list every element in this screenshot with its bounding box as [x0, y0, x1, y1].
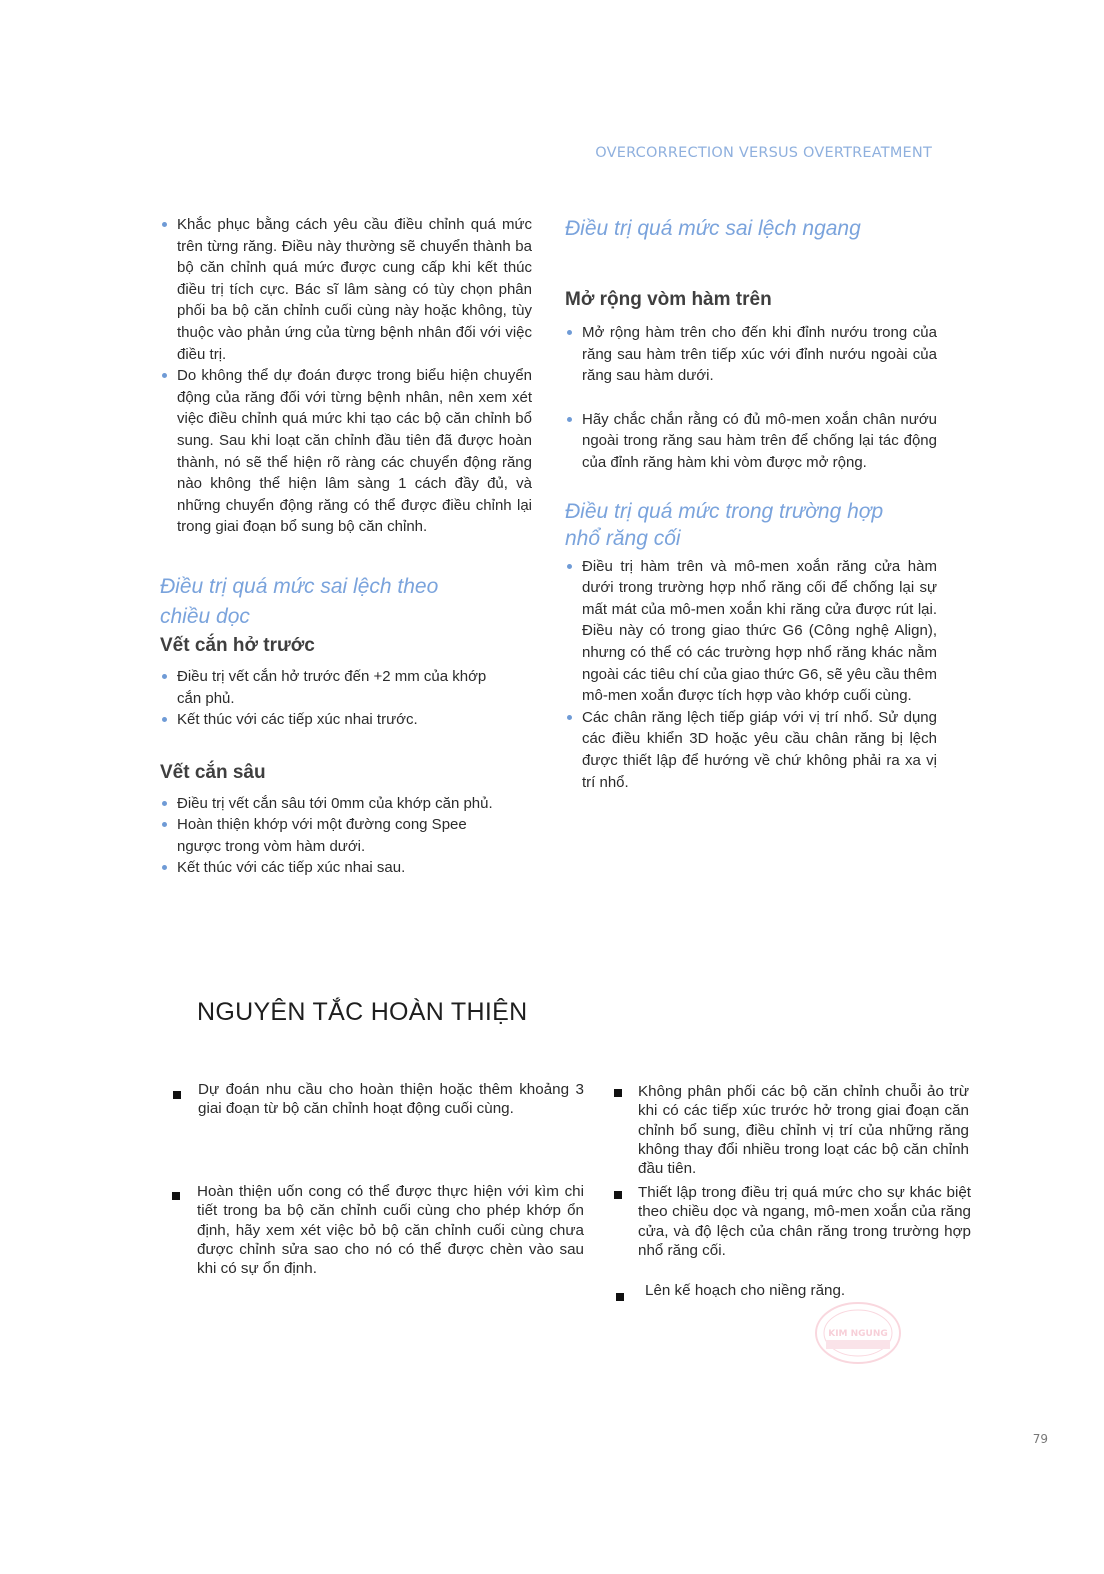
finishing-item-2-text: Hoàn thiện uốn cong có thể được thực hiện với kìm chi tiết trong ba bộ căn chỉnh cuối cùng cho phép khớp ổn định, hãy xem xét việc bỏ bộ căn chỉnh cuối cùng chưa được chỉnh sửa sao cho nó có thể được chèn vào sau khi có sự ổn định.	[197, 1183, 584, 1278]
watermark-stamp-icon	[812, 1300, 904, 1366]
deep-bite-bullet-3: Kết thúc với các tiếp xúc nhai sau.	[160, 857, 512, 879]
finishing-principles-title: NGUYÊN TẮC HOÀN THIỆN	[197, 998, 528, 1026]
finishing-item-5	[645, 1281, 945, 1300]
arch-expansion-heading: Mở rộng vòm hàm trên	[565, 289, 772, 310]
intro-bullet-2: Do không thể dự đoán được trong biểu hiện chuyển động của răng đối với từng bệnh nhân, nên xem xét việc điều chỉnh quá mức khi tạo các bộ căn chỉnh bổ sung. Sau khi loạt căn chỉnh đầu tiên đã được hoàn thành, nó sẽ thể hiện rõ ràng các chuyển động răng nào không thể hiện lâm sàng 1 cách đầy đủ, và những chuyển động răng có thể được điều chỉnh lại trong giai đoạn bổ sung bộ căn chỉnh.	[160, 365, 532, 538]
horizontal-overtreatment-heading: Điều trị quá mức sai lệch ngang	[565, 217, 861, 240]
right-column	[565, 214, 937, 793]
extraction-overtreatment-heading: Điều trị quá mức trong trường hợp nhổ răng cối	[565, 499, 884, 550]
finishing-item-1-text: Dự đoán nhu cầu cho hoàn thiện hoặc thêm khoảng 3 giai đoạn từ bộ căn chỉnh hoạt động cuối cùng.	[198, 1081, 584, 1118]
square-bullet-icon	[614, 1089, 622, 1097]
extraction-bullet-list	[565, 556, 937, 794]
square-bullet-icon	[172, 1192, 180, 1200]
finishing-item-5-text: Lên kế hoạch cho niềng răng.	[645, 1282, 846, 1299]
deep-bite-heading: Vết cắn sâu	[160, 761, 266, 783]
finishing-item-3	[638, 1082, 969, 1178]
arch-expansion-bullet-2: Hãy chắc chắn rằng có đủ mô-men xoắn chân nướu ngoài trong răng sau hàm trên để chống lại tác động của đỉnh răng hàm khi vòm được mở rộng.	[565, 409, 937, 474]
open-bite-bullet-2: Kết thúc với các tiếp xúc nhai trước.	[160, 709, 512, 731]
intro-bullet-list	[160, 214, 532, 538]
stamp-text: KIM NGUNG	[828, 1329, 888, 1339]
deep-bite-bullet-list	[160, 793, 512, 879]
deep-bite-bullet-2: Hoàn thiện khớp với một đường cong Spee ngược trong vòm hàm dưới.	[160, 814, 512, 857]
arch-expansion-bullet-list	[565, 322, 937, 474]
arch-expansion-bullet-1: Mở rộng hàm trên cho đến khi đỉnh nướu trong của răng sau hàm trên tiếp xúc với đỉnh nướu ngoài của răng sau hàm dưới.	[565, 322, 937, 387]
finishing-item-2	[197, 1182, 584, 1278]
intro-bullet-1: Khắc phục bằng cách yêu cầu điều chỉnh quá mức trên từng răng. Điều này thường sẽ chuyển thành ba bộ căn chỉnh quá mức được cung cấp khi kết thúc điều trị tích cực. Bác sĩ lâm sàng có tùy chọn phân phối ba bộ căn chỉnh cuối cùng này hoặc không, tùy thuộc vào phản ứng của từng bệnh nhân đối với việc điều trị.	[160, 214, 532, 365]
square-bullet-icon	[616, 1293, 624, 1301]
vertical-overtreatment-heading: Điều trị quá mức sai lệch theo chiều dọc	[160, 574, 439, 628]
finishing-item-3-text: Không phân phối các bộ căn chỉnh chuỗi ảo trừ khi có các tiếp xúc trước hở trong giai đoạn căn chỉnh bổ sung, điều chỉnh vị trí của những răng không thay đổi nhiều trong loạt các bộ căn chỉnh đầu tiên.	[638, 1083, 969, 1178]
extraction-bullet-1: Điều trị hàm trên và mô-men xoắn răng cửa hàm dưới trong trường hợp nhổ răng cối để chống lại sự mất mát của mô-men xoắn khi răng cửa được rút lại. Điều này có trong giao thức G6 (Công nghệ Align), nhưng có thể có các trường hợp nhổ răng khác nằm ngoài các tiêu chí của giao thức G6, sẽ yêu cầu thêm mô-men xoắn được tích hợp vào khớp cuối cùng.	[565, 556, 937, 707]
open-bite-bullet-1: Điều trị vết cắn hở trước đến +2 mm của khớp cắn phủ.	[160, 666, 512, 709]
finishing-item-4	[638, 1183, 971, 1260]
left-column	[160, 214, 532, 879]
open-bite-bullet-list	[160, 666, 512, 731]
deep-bite-bullet-1: Điều trị vết cắn sâu tới 0mm của khớp căn phủ.	[160, 793, 512, 815]
extraction-bullet-2: Các chân răng lệch tiếp giáp với vị trí nhổ. Sử dụng các điều khiển 3D hoặc yêu cầu chân răng bị lệch được thiết lập để hướng về chứ không phải ra xa vị trí nhổ.	[565, 707, 937, 793]
square-bullet-icon	[614, 1191, 622, 1199]
finishing-item-4-text: Thiết lập trong điều trị quá mức cho sự khác biệt theo chiều dọc và ngang, mô-men xoắn của răng cửa, và độ lệch của chân răng trong trường hợp nhổ răng cối.	[638, 1184, 971, 1259]
finishing-item-1	[198, 1080, 584, 1119]
running-header: OVERCORRECTION VERSUS OVERTREATMENT	[595, 145, 932, 161]
page-number: 79	[1032, 1432, 1048, 1446]
open-bite-heading: Vết cắn hở trước	[160, 634, 315, 656]
square-bullet-icon	[173, 1091, 181, 1099]
